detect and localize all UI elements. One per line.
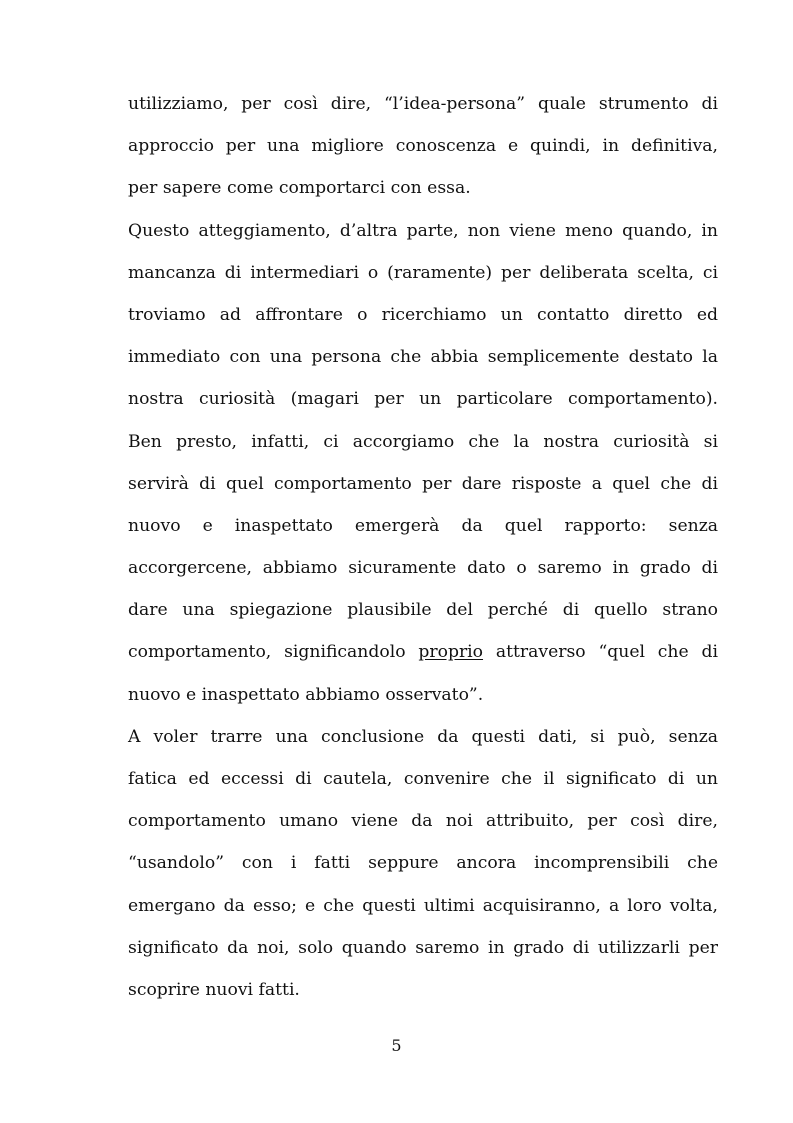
text-line: fatica ed eccessi di cautela, convenire che il significato di un (128, 769, 718, 789)
text-line: nostra curiosità (magari per un particolare comportamento). (128, 389, 718, 410)
text-line: A voler trarre una conclusione da questi dati, si può, senza (128, 726, 718, 747)
text-line: immediato con una persona che abbia semplicemente destato la (128, 347, 718, 368)
text-fragment: comportamento, significandolo (128, 642, 419, 663)
text-line: approccio per una migliore conoscenza e quindi, in definitiva, (128, 136, 718, 157)
text-line: dare una spiegazione plausibile del perché di quello strano (128, 600, 718, 621)
text-line: “usandolo” con i fatti seppure ancora incomprensibili che (128, 853, 718, 874)
text-line: per sapere come comportarci con essa. (128, 178, 471, 199)
text-line: Ben presto, infatti, ci accorgiamo che la nostra curiosità si (128, 431, 718, 452)
text-fragment: attraverso “quel che di (483, 642, 718, 663)
text-line: scoprire nuovi fatti. (128, 979, 300, 1000)
text-line: significato da noi, solo quando saremo in grado di utilizzarli per (128, 937, 718, 958)
underlined-word: proprio (418, 642, 484, 663)
page-number: 5 (391, 1036, 402, 1055)
text-line: Questo atteggiamento, d’altra parte, non viene meno quando, in (128, 220, 718, 241)
text-line: servirà di quel comportamento per dare risposte a quel che di (128, 473, 718, 494)
text-line: accorgercene, abbiamo sicuramente dato o saremo in grado di (128, 558, 718, 579)
text-line-with-emphasis (128, 636, 718, 678)
body-text (128, 88, 718, 1016)
text-line: emergano da esso; e che questi ultimi acquisiranno, a loro volta, (128, 895, 718, 916)
text-line: nuovo e inaspettato abbiamo osservato”. (128, 684, 484, 705)
text-line: utilizziamo, per così dire, “l’idea-persona” quale strumento di (128, 94, 718, 114)
text-line: mancanza di intermediari o (raramente) per deliberata scelta, ci (128, 262, 718, 283)
text-line: nuovo e inaspettato emergerà da quel rapporto: senza (128, 515, 718, 536)
text-line: comportamento umano viene da noi attribuito, per così dire, (128, 811, 718, 832)
text-line: troviamo ad affrontare o ricerchiamo un contatto diretto ed (128, 304, 718, 325)
